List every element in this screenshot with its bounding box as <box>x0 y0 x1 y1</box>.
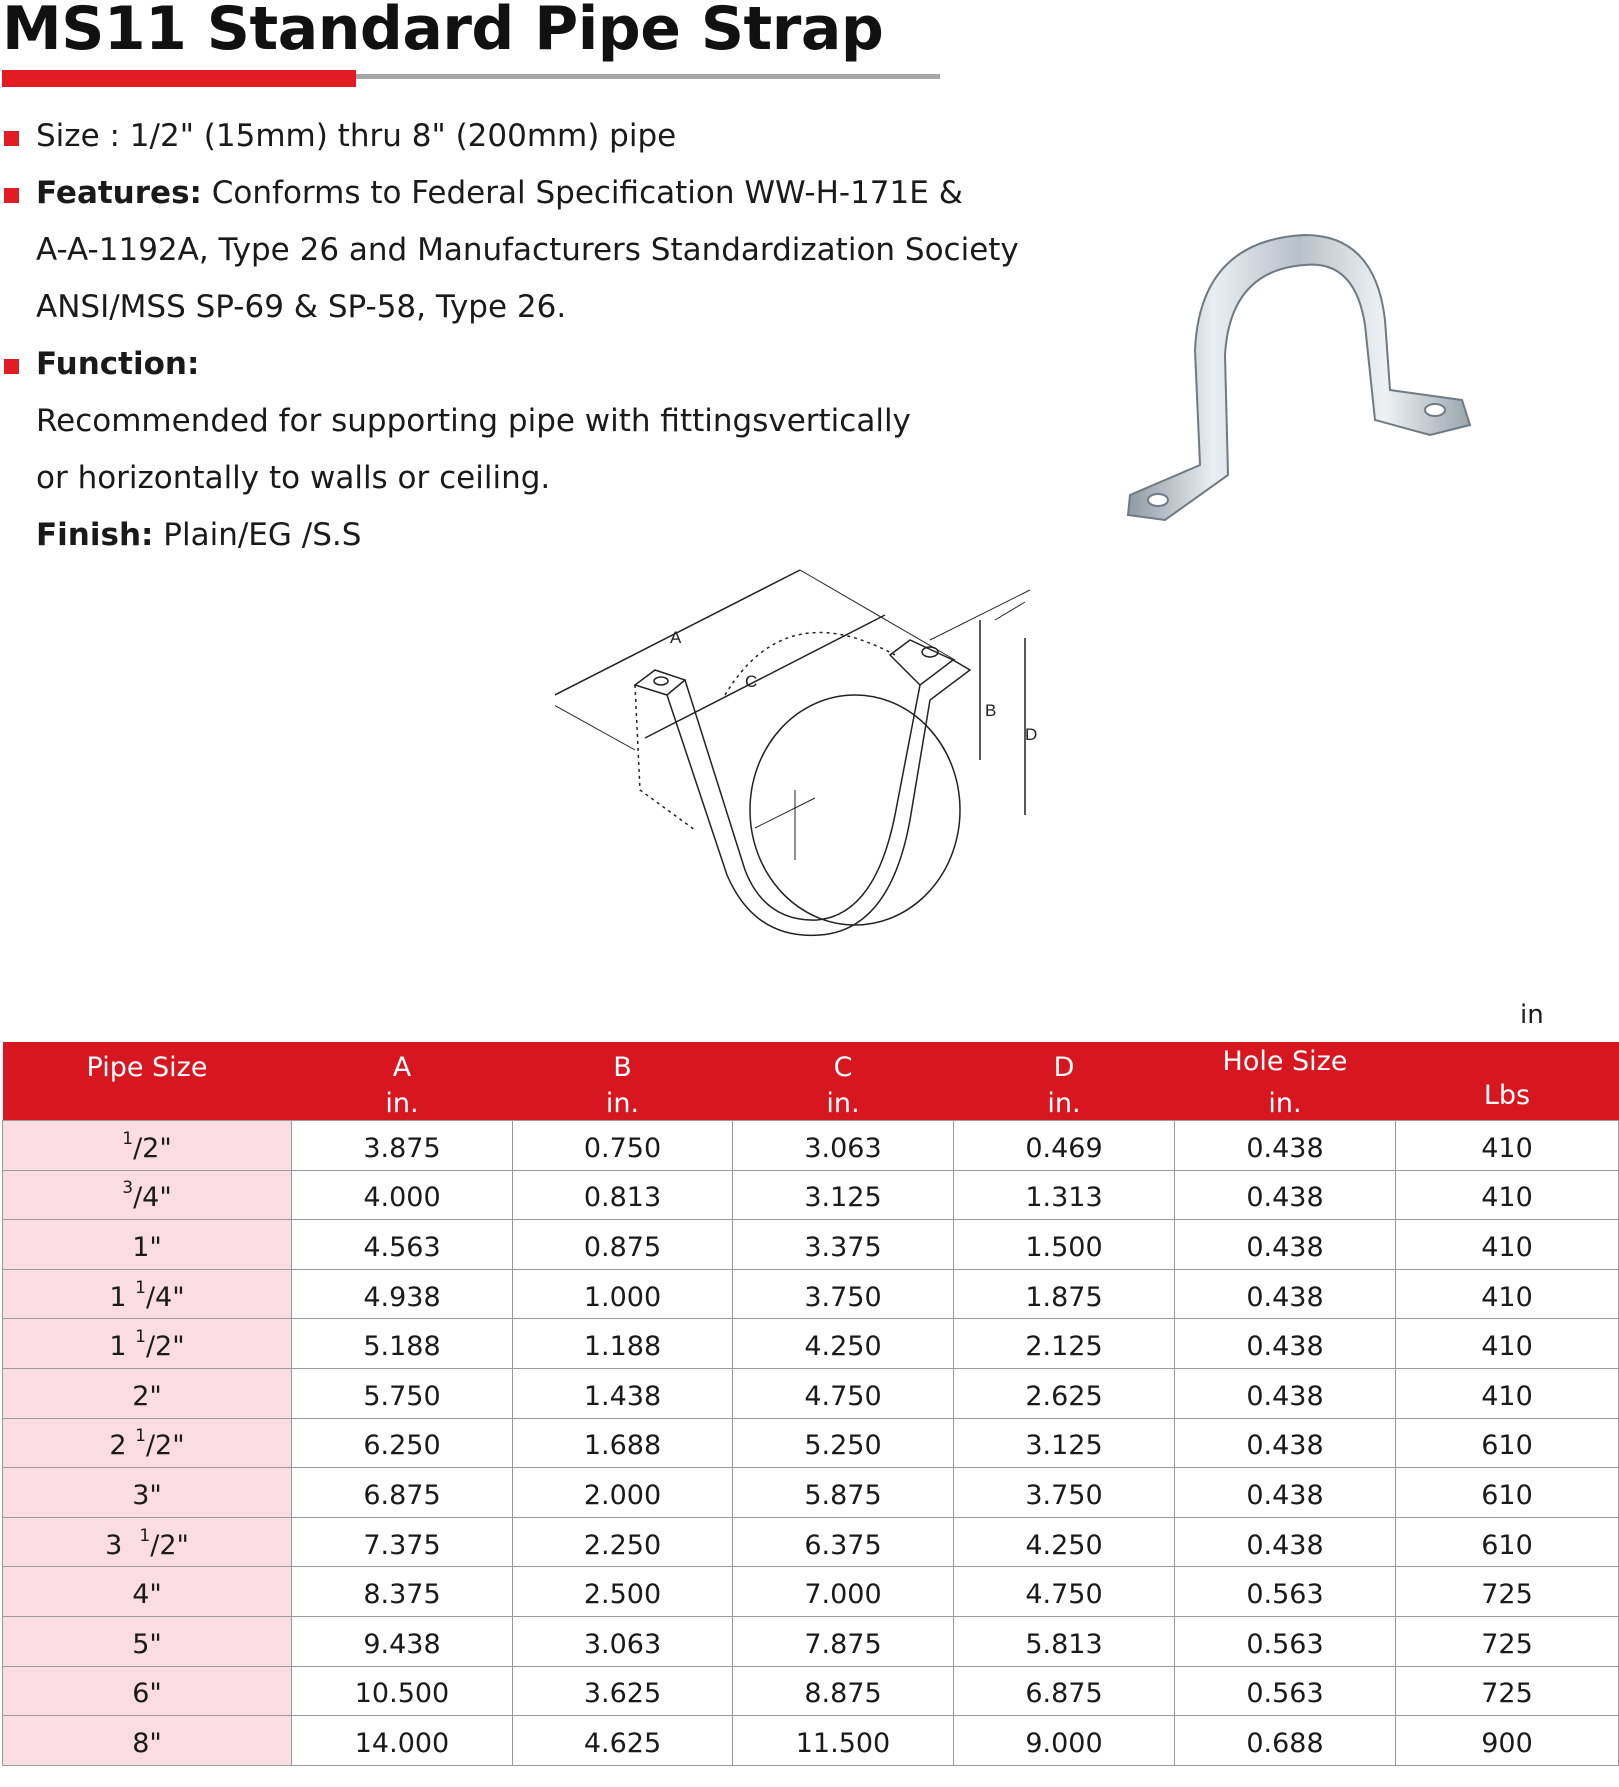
cell-a: 4.938 <box>292 1269 513 1319</box>
pipe-size-whole: 3 <box>105 1529 140 1561</box>
pipe-size-whole: 8" <box>132 1727 162 1759</box>
bullet-icon <box>4 188 19 203</box>
pipe-size-cell <box>3 1220 292 1270</box>
pipe-size-cell <box>3 1418 292 1468</box>
size-value: 1/2" (15mm) thru 8" (200mm) pipe <box>129 118 677 154</box>
cell-lbs: 610 <box>1396 1517 1619 1567</box>
col-lbs: Lbs <box>1396 1042 1619 1121</box>
pipe-size-denominator: /2" <box>133 1132 172 1164</box>
cell-a: 3.875 <box>292 1121 513 1171</box>
cell-lbs: 610 <box>1396 1418 1619 1468</box>
cell-d: 0.469 <box>954 1121 1175 1171</box>
cell-lbs: 725 <box>1396 1567 1619 1617</box>
cell-d: 3.750 <box>954 1468 1175 1518</box>
function-text-1: Recommended for supporting pipe with fittingsvertically <box>36 403 911 439</box>
cell-a: 4.563 <box>292 1220 513 1270</box>
table-row <box>3 1567 1619 1617</box>
pipe-size-cell <box>3 1567 292 1617</box>
dimension-label-a: A <box>670 628 682 647</box>
function-label: Function: <box>36 346 200 382</box>
table-row <box>3 1170 1619 1220</box>
pipe-size-cell <box>3 1319 292 1369</box>
features-text-1: Conforms to Federal Specification WW-H-171E & <box>211 175 963 211</box>
spec-features <box>36 165 963 222</box>
pipe-size-whole: 1 <box>109 1331 136 1363</box>
cell-a: 14.000 <box>292 1716 513 1766</box>
cell-hole: 0.438 <box>1175 1319 1396 1369</box>
table-row <box>3 1368 1619 1418</box>
pipe-size-cell <box>3 1269 292 1319</box>
table-row <box>3 1468 1619 1518</box>
cell-hole: 0.438 <box>1175 1170 1396 1220</box>
cell-a: 6.250 <box>292 1418 513 1468</box>
col-b: B in. <box>513 1042 733 1121</box>
pipe-size-cell <box>3 1517 292 1567</box>
finish-value: Plain/EG /S.S <box>163 517 362 553</box>
finish-label: Finish: <box>36 517 154 553</box>
cell-b: 1.688 <box>513 1418 733 1468</box>
cell-d: 2.125 <box>954 1319 1175 1369</box>
cell-b: 0.813 <box>513 1170 733 1220</box>
cell-lbs: 410 <box>1396 1121 1619 1171</box>
cell-d: 6.875 <box>954 1666 1175 1716</box>
cell-d: 4.250 <box>954 1517 1175 1567</box>
pipe-size-denominator: /2" <box>145 1430 185 1462</box>
table-row <box>3 1121 1619 1171</box>
pipe-size-denominator: /2" <box>145 1331 185 1363</box>
pipe-size-numerator: 1 <box>122 1128 134 1149</box>
cell-d: 1.875 <box>954 1269 1175 1319</box>
dimension-label-b: B <box>985 701 997 720</box>
cell-a: 5.750 <box>292 1368 513 1418</box>
title-accent-rule <box>2 70 356 87</box>
cell-lbs: 410 <box>1396 1170 1619 1220</box>
pipe-size-cell <box>3 1716 292 1766</box>
pipe-size-denominator: /2" <box>150 1529 189 1561</box>
cell-d: 1.313 <box>954 1170 1175 1220</box>
cell-b: 1.188 <box>513 1319 733 1369</box>
cell-hole: 0.438 <box>1175 1220 1396 1270</box>
cell-a: 5.188 <box>292 1319 513 1369</box>
cell-hole: 0.438 <box>1175 1517 1396 1567</box>
cell-b: 2.500 <box>513 1567 733 1617</box>
cell-a: 7.375 <box>292 1517 513 1567</box>
cell-c: 5.250 <box>733 1418 954 1468</box>
col-a: A in. <box>292 1042 513 1121</box>
pipe-size-whole: 6" <box>132 1678 162 1710</box>
pipe-size-numerator: 3 <box>122 1178 134 1199</box>
cell-hole: 0.438 <box>1175 1418 1396 1468</box>
features-label: Features: <box>36 175 202 211</box>
pipe-strap-photo <box>1110 230 1480 540</box>
cell-lbs: 610 <box>1396 1468 1619 1518</box>
table-row <box>3 1666 1619 1716</box>
cell-c: 5.875 <box>733 1468 954 1518</box>
cell-a: 8.375 <box>292 1567 513 1617</box>
cell-lbs: 725 <box>1396 1616 1619 1666</box>
cell-hole: 0.438 <box>1175 1269 1396 1319</box>
cell-c: 4.750 <box>733 1368 954 1418</box>
pipe-size-whole: 4" <box>132 1579 162 1611</box>
cell-hole: 0.438 <box>1175 1121 1396 1171</box>
cell-c: 11.500 <box>733 1716 954 1766</box>
pipe-size-whole: 1" <box>132 1231 162 1263</box>
cell-lbs: 410 <box>1396 1319 1619 1369</box>
size-label: Size : <box>36 118 120 154</box>
cell-b: 1.438 <box>513 1368 733 1418</box>
cell-d: 5.813 <box>954 1616 1175 1666</box>
table-row <box>3 1716 1619 1766</box>
cell-lbs: 410 <box>1396 1269 1619 1319</box>
cell-a: 6.875 <box>292 1468 513 1518</box>
col-d: D in. <box>954 1042 1175 1121</box>
bullet-icon <box>4 131 19 146</box>
cell-c: 7.875 <box>733 1616 954 1666</box>
cell-d: 1.500 <box>954 1220 1175 1270</box>
pipe-size-numerator: 1 <box>135 1327 146 1348</box>
pipe-size-cell <box>3 1170 292 1220</box>
cell-c: 8.875 <box>733 1666 954 1716</box>
table-row <box>3 1418 1619 1468</box>
cell-hole: 0.438 <box>1175 1468 1396 1518</box>
pipe-size-whole: 5" <box>132 1628 162 1660</box>
cell-lbs: 725 <box>1396 1666 1619 1716</box>
cell-d: 9.000 <box>954 1716 1175 1766</box>
pipe-size-cell <box>3 1368 292 1418</box>
cell-b: 1.000 <box>513 1269 733 1319</box>
col-hole-size: Hole Size in. <box>1175 1042 1396 1121</box>
cell-lbs: 410 <box>1396 1368 1619 1418</box>
cell-c: 6.375 <box>733 1517 954 1567</box>
cell-lbs: 410 <box>1396 1220 1619 1270</box>
pipe-size-whole: 2 <box>109 1430 136 1462</box>
table-row <box>3 1220 1619 1270</box>
dimension-label-d: D <box>1025 725 1038 744</box>
features-text-2: A-A-1192A, Type 26 and Manufacturers Standardization Society <box>36 232 1019 268</box>
cell-hole: 0.438 <box>1175 1368 1396 1418</box>
spec-size <box>36 108 676 165</box>
cell-c: 4.250 <box>733 1319 954 1369</box>
pipe-size-cell <box>3 1666 292 1716</box>
pipe-size-whole: 1 <box>109 1281 136 1313</box>
table-header-row <box>3 1042 1619 1121</box>
table-row <box>3 1517 1619 1567</box>
pipe-size-cell <box>3 1616 292 1666</box>
table-row <box>3 1269 1619 1319</box>
cell-lbs: 900 <box>1396 1716 1619 1766</box>
dimension-table <box>2 1042 1619 1766</box>
cell-b: 3.063 <box>513 1616 733 1666</box>
pipe-size-denominator: /4" <box>145 1281 185 1313</box>
cell-b: 0.750 <box>513 1121 733 1171</box>
cell-hole: 0.563 <box>1175 1567 1396 1617</box>
col-pipe-size: Pipe Size <box>3 1042 292 1121</box>
cell-b: 2.000 <box>513 1468 733 1518</box>
cell-d: 2.625 <box>954 1368 1175 1418</box>
pipe-size-numerator: 1 <box>135 1426 146 1447</box>
cell-a: 4.000 <box>292 1170 513 1220</box>
cell-d: 3.125 <box>954 1418 1175 1468</box>
pipe-size-whole: 2" <box>132 1380 162 1412</box>
dimension-diagram <box>555 560 1075 980</box>
cell-d: 4.750 <box>954 1567 1175 1617</box>
cell-b: 0.875 <box>513 1220 733 1270</box>
cell-c: 7.000 <box>733 1567 954 1617</box>
pipe-size-cell <box>3 1468 292 1518</box>
cell-hole: 0.563 <box>1175 1666 1396 1716</box>
title-divider-rule <box>356 74 940 79</box>
col-c: C in. <box>733 1042 954 1121</box>
pipe-size-numerator: 1 <box>139 1525 151 1546</box>
cell-b: 2.250 <box>513 1517 733 1567</box>
table-unit-label: in <box>1520 1000 1544 1030</box>
bullet-icon <box>4 359 19 374</box>
function-text-2: or horizontally to walls or ceiling. <box>36 460 551 496</box>
pipe-size-whole: 3" <box>132 1479 162 1511</box>
dimension-label-c: C <box>745 672 758 691</box>
cell-hole: 0.563 <box>1175 1616 1396 1666</box>
page-title: MS11 Standard Pipe Strap <box>2 0 884 64</box>
cell-c: 3.375 <box>733 1220 954 1270</box>
table-row <box>3 1319 1619 1369</box>
cell-hole: 0.688 <box>1175 1716 1396 1766</box>
pipe-size-denominator: /4" <box>133 1182 172 1214</box>
cell-a: 9.438 <box>292 1616 513 1666</box>
pipe-size-numerator: 1 <box>135 1277 146 1298</box>
spec-finish <box>36 507 361 564</box>
cell-c: 3.125 <box>733 1170 954 1220</box>
features-text-3: ANSI/MSS SP-69 & SP-58, Type 26. <box>36 289 567 325</box>
cell-b: 3.625 <box>513 1666 733 1716</box>
pipe-size-cell <box>3 1121 292 1171</box>
cell-b: 4.625 <box>513 1716 733 1766</box>
cell-c: 3.063 <box>733 1121 954 1171</box>
cell-c: 3.750 <box>733 1269 954 1319</box>
table-row <box>3 1616 1619 1666</box>
cell-a: 10.500 <box>292 1666 513 1716</box>
